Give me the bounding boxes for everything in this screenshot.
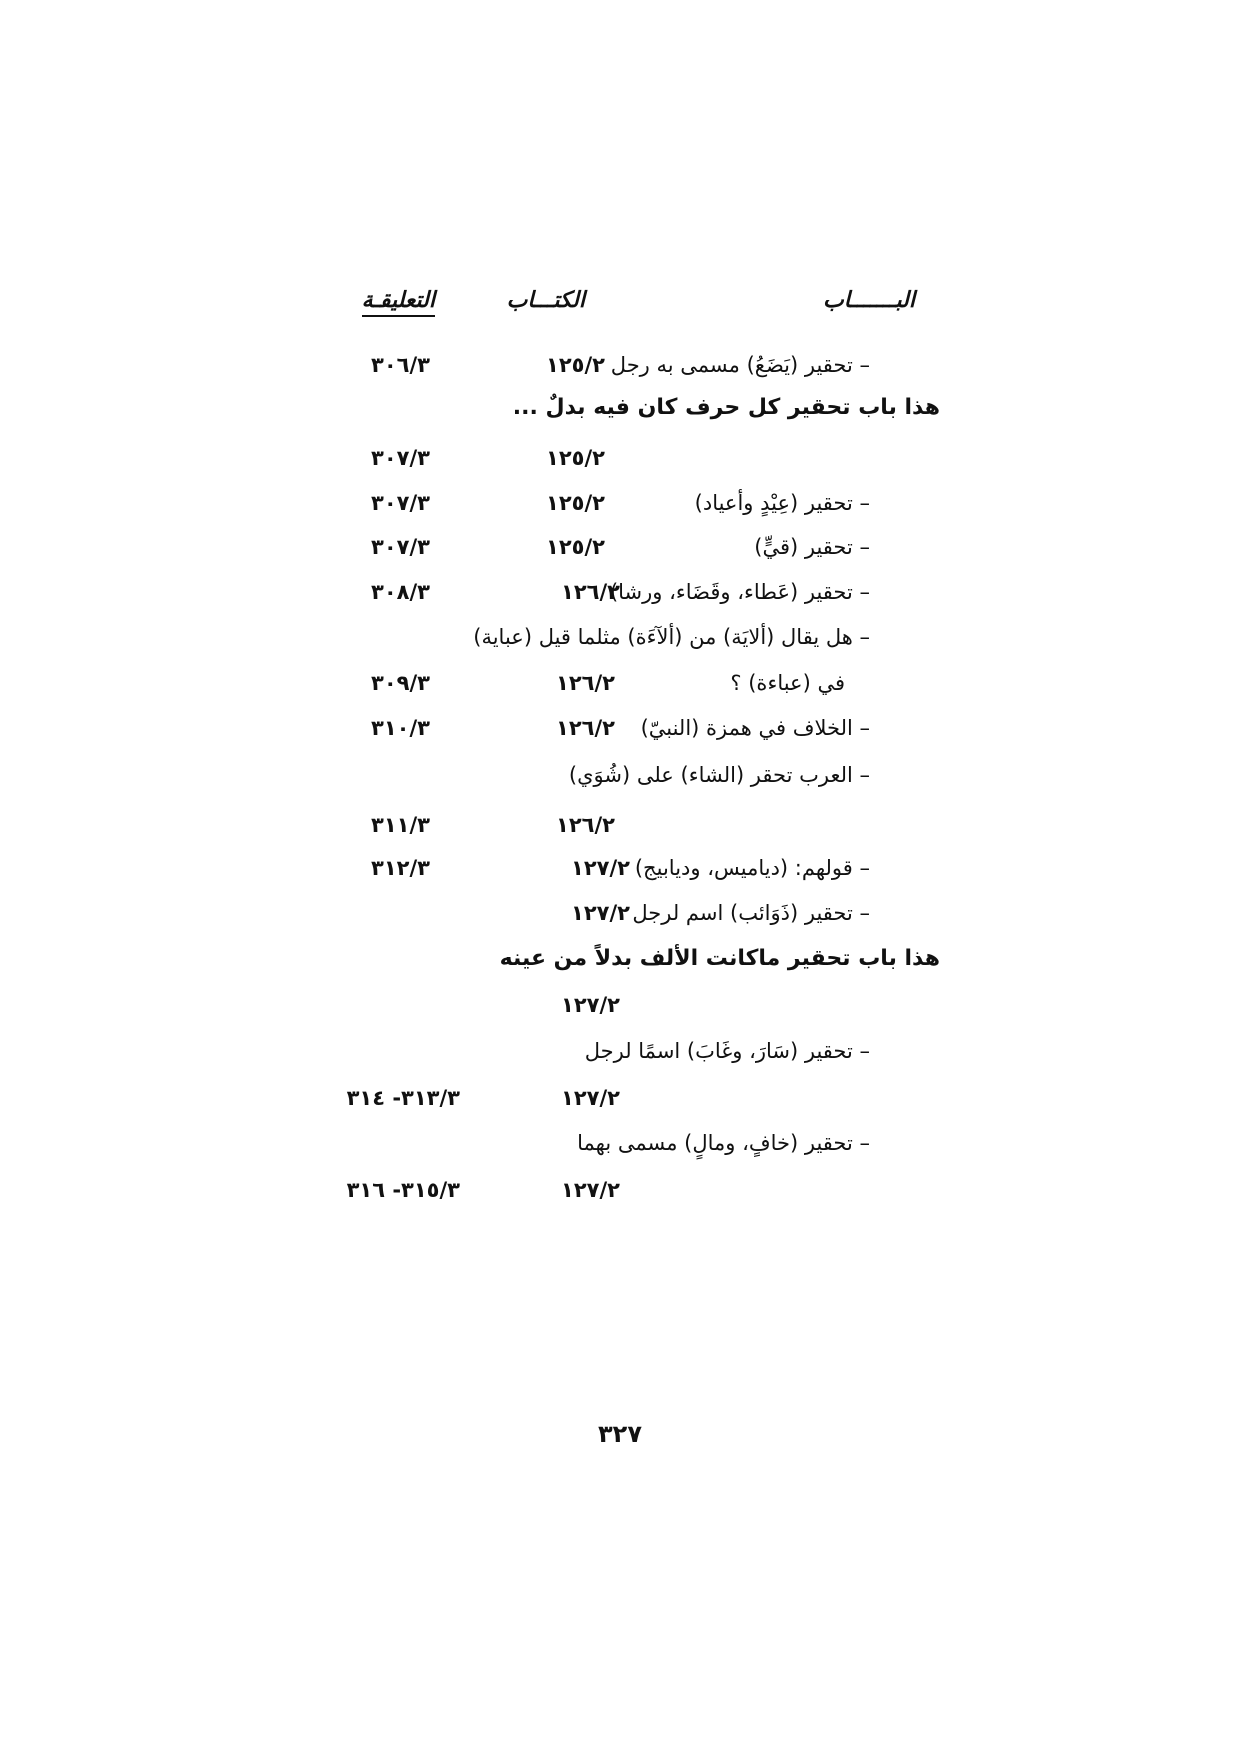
header-underline [362, 315, 435, 317]
entry-taliqa: ٣٠٩/٣ [371, 671, 430, 695]
entry-kitab: ١٢٦/٢ [556, 813, 615, 837]
entry-text: – قولهم: (دياميس، وديابيج) [634, 856, 870, 880]
entry-text: – تحقير (يَضَعُ) مسمى به رجل [610, 353, 870, 377]
entry-text: – تحقير (ذَوَائب) اسم لرجل [632, 901, 870, 925]
entry-kitab: ١٢٧/٢ [571, 901, 630, 925]
entry-text: – تحقير (عَطاء، وقَضَاء، ورشا) [609, 580, 870, 604]
header-bab-label: البـــــــاب [823, 288, 915, 313]
entry-kitab: ١٢٥/٢ [546, 491, 605, 515]
entry-taliqa: ٣٠٧/٣ [371, 491, 430, 515]
entry-text: – هل يقال (ألايَة) من (ألآءَة) مثلما قيل (عباية) [473, 625, 870, 649]
header-bab [823, 288, 915, 313]
entry-taliqa: ٣١١/٣ [371, 813, 430, 837]
header-kitab-label: الكتـــاب [506, 288, 585, 313]
entry-kitab: ١٢٥/٢ [546, 353, 605, 377]
entry-taliqa: ٣٠٨/٣ [371, 580, 430, 604]
entry-text: – الخلاف في همزة (النبيّ) [640, 716, 870, 740]
entry-kitab: ١٢٥/٢ [546, 446, 605, 470]
entry-kitab: ١٢٦/٢ [556, 716, 615, 740]
entry-taliqa: ٣٠٦/٣ [371, 353, 430, 377]
entry-kitab: ١٢٥/٢ [546, 535, 605, 559]
page-number: ٣٢٧ [598, 1420, 642, 1448]
entry-taliqa: ٣١٢/٣ [371, 856, 430, 880]
entry-text: – تحقير (قيٍّ) [754, 535, 870, 559]
entry-text: – العرب تحقر (الشاء) على (شُوَي) [568, 763, 870, 787]
section-heading: هذا باب تحقير كل حرف كان فيه بدلٌ ... [512, 395, 940, 420]
entry-taliqa: ٣١٠/٣ [371, 716, 430, 740]
header-kitab [507, 288, 585, 313]
entry-taliqa: ٣١٥/٣- ٣١٦ [346, 1178, 460, 1202]
entry-text: – تحقير (خافٍ، ومالٍ) مسمى بهما [577, 1131, 870, 1155]
entry-kitab: ١٢٦/٢ [561, 580, 620, 604]
entry-kitab: ١٢٧/٢ [571, 856, 630, 880]
entry-text: في (عباءة) ؟ [730, 671, 845, 695]
entry-kitab: ١٢٧/٢ [561, 1178, 620, 1202]
entry-kitab: ١٢٧/٢ [561, 993, 620, 1017]
entry-text: – تحقير (عِيْدٍ وأعياد) [694, 491, 870, 515]
entry-kitab: ١٢٦/٢ [556, 671, 615, 695]
entry-kitab: ١٢٧/٢ [561, 1086, 620, 1110]
entry-taliqa: ٣٠٧/٣ [371, 446, 430, 470]
section-heading: هذا باب تحقير ماكانت الألف بدلاً من عينه [499, 946, 940, 971]
entry-taliqa: ٣١٣/٣- ٣١٤ [346, 1086, 460, 1110]
entry-text: – تحقير (سَارَ، وغَابَ) اسمًا لرجل [584, 1039, 870, 1063]
entry-taliqa: ٣٠٧/٣ [371, 535, 430, 559]
header-taliqa [362, 288, 435, 317]
header-taliqa-label: التعليقـة [361, 288, 435, 313]
